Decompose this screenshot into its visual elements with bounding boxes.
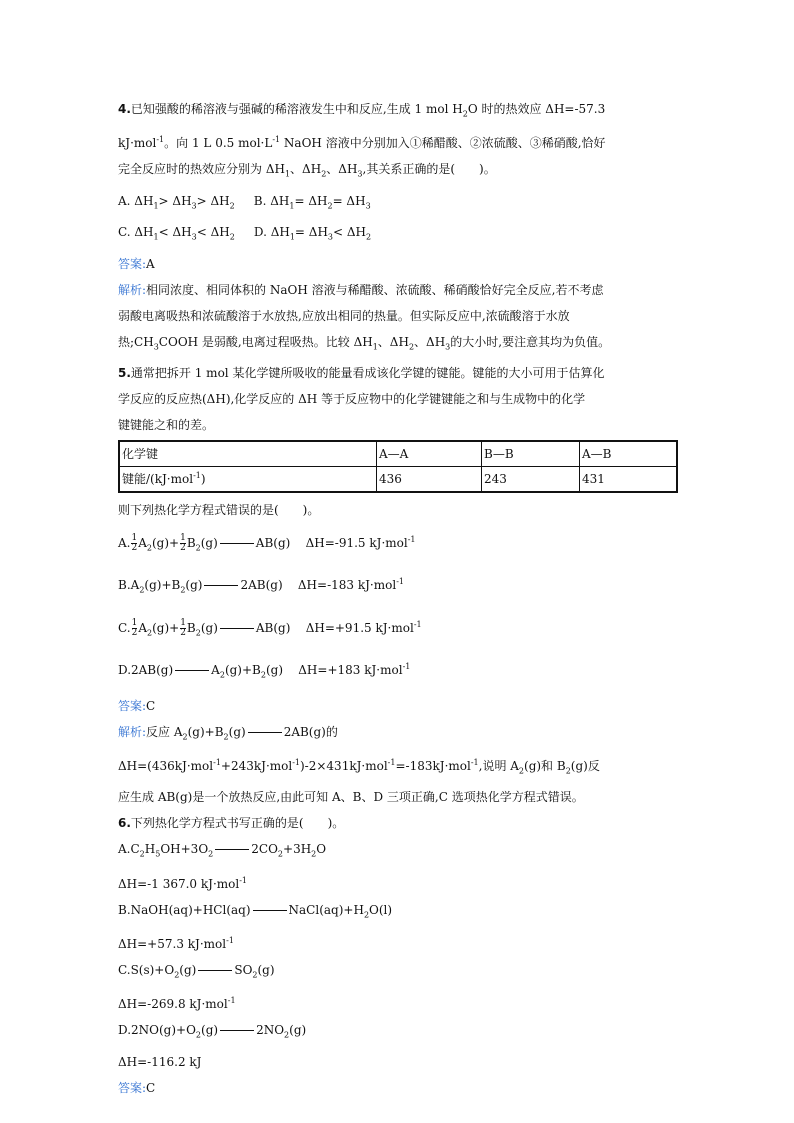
q6-option-d-dh: ΔH=-116.2 kJ — [118, 1054, 202, 1069]
q5-option-a: A. $\frac{1}{2}$ $A_2(g)+$ $\frac{1}{2}$ $B_2(g)$ AB(g) ΔH=-91.5 kJ·mol$^{-1}$ — [118, 532, 416, 553]
q4-answer: 答案:A — [118, 256, 155, 271]
q6-stem: 6.下列热化学方程式书写正确的是( )。 — [118, 816, 345, 831]
q4-stem-line2: kJ·mol$^{-1}$。向 1 L 0.5 $mol\cdot L^{-1}$ NaOH 溶液中分别加入①稀醋酸、②浓硫酸、③稀硝酸,恰好 — [118, 135, 606, 151]
table-cell: A—B — [580, 441, 678, 467]
q4-options-cd — [118, 219, 678, 250]
q5-stem-line1: 5.通常把拆开 1 mol 某化学键所吸收的能量看成该化学键的键能。键能的大小可用于估算化 — [118, 365, 605, 380]
table-cell: 243 — [482, 466, 580, 492]
q5-analysis-line1: 解析:反应 $A_2(g)+B_2(g)$ 2AB(g)的 — [118, 724, 338, 741]
table-cell: B—B — [482, 441, 580, 467]
q5-option-b: $B.A_2(g)+B_2(g)$ 2AB(g) ΔH=-183 kJ·mol$^{-1}$ — [118, 577, 404, 595]
q4-analysis-line2: 弱酸电离吸热和浓硫酸溶于水放热,应放出相同的热量。但实际反应中,浓硫酸溶于水放 — [118, 308, 570, 323]
table-cell: A—A — [377, 441, 482, 467]
table-row — [119, 441, 677, 467]
q6-answer: 答案:C — [118, 1080, 156, 1095]
q6-number: 6. — [118, 816, 131, 831]
q4-option-b: B. $\Delta H_1= \Delta H_2= \Delta H_3$ — [253, 193, 371, 211]
q4-option-c: C. $\Delta H_1< \Delta H_3< \Delta H_2$ — [118, 225, 235, 242]
q4-analysis-line3: 热$;CH_3COOH$ 是弱酸,电离过程吸热。比较 $\Delta H_1$、$\Delta H_2$、$\Delta H_3$的大小时,要注意其均为负值。 — [118, 334, 611, 351]
q4-stem-line1: 4.已知强酸的稀溶液与强碱的稀溶液发生中和反应,生成 1 mol $H_2O$ 时的热效应 ΔH=-57.3 — [118, 102, 606, 119]
table-cell: 化学键 — [119, 441, 377, 467]
q4-options-ab — [118, 188, 678, 219]
q5-answer: 答案:C — [118, 698, 156, 713]
table-cell: 键能/(kJ·mol$^{-1}$) — [119, 466, 377, 492]
q5-stem-line3: 键键能之和的差。 — [118, 417, 215, 432]
document-content — [118, 96, 678, 1101]
q6-option-c: $C.S(s)+O_2(g)$ $SO_2(g)$ — [118, 963, 275, 980]
q6-option-c-dh: ΔH=-269.8 kJ·mol$^{-1}$ — [118, 996, 236, 1012]
bond-energy-table — [118, 440, 678, 493]
q5-option-c: C. $\frac{1}{2}$ $A_2(g)+$ $\frac{1}{2}$ $B_2(g)$ AB(g) ΔH=+91.5 kJ·mol$^{-1}$ — [118, 617, 422, 638]
q6-option-b-dh: ΔH=+57.3 kJ·mol$^{-1}$ — [118, 936, 234, 952]
q5-option-d: D.2AB(g) $A_2(g)+B_2(g)$ ΔH=+183 kJ·mol$^{-1}$ — [118, 662, 411, 680]
q4-option-d: D. $\Delta H_1= \Delta H_3< \Delta H_2$ — [253, 225, 372, 242]
q5-prompt: 则下列热化学方程式错误的是( )。 — [118, 502, 320, 517]
table-cell: 436 — [377, 466, 482, 492]
q4-analysis-line1: 解析:相同浓度、相同体积的 NaOH 溶液与稀醋酸、浓硫酸、稀硝酸恰好完全反应,若不考虑 — [118, 282, 604, 297]
q5-analysis-line3: 应生成 AB(g)是一个放热反应,由此可知 A、B、D 三项正确,C 选项热化学方程式错误。 — [118, 790, 584, 805]
table-row — [119, 466, 677, 492]
q4-number: 4. — [118, 102, 131, 116]
q6-option-a-dh: ΔH=-1 367.0 kJ·mol$^{-1}$ — [118, 875, 247, 891]
table-cell: 431 — [580, 466, 678, 492]
q6-option-b: B.NaOH(aq)+HCl(aq) $NaCl(aq)+H_2O(l)$ — [118, 902, 393, 920]
q4-stem-line3: 完全反应时的热效应分别为 $\Delta H_1$、$\Delta H_2$、$\Delta H_3$,其关系正确的是( )。 — [118, 162, 496, 179]
q6-option-d: $D.2NO(g)+O_2(g)$ $2NO_2(g)$ — [118, 1023, 307, 1040]
q5-number: 5. — [118, 365, 131, 380]
q4-option-a: A. $\Delta H_1> \Delta H_3> \Delta H_2$ — [118, 193, 235, 211]
q6-option-a: $A.C_2H_5OH+3O_2$ $2CO_2+3H_2O$ — [118, 842, 327, 859]
q5-stem-line2: 学反应的反应热(ΔH),化学反应的 ΔH 等于反应物中的化学键键能之和与生成物中的化学 — [118, 391, 586, 406]
q5-analysis-line2: ΔH=(436kJ·mol$^{-1}$+243kJ·mol$^{-1}$)-2×431kJ·mol$^{-1}$=-183kJ·mol$^{-1}$,说明 $A_2(g)$和 $B_2(g)$反 — [118, 757, 600, 776]
